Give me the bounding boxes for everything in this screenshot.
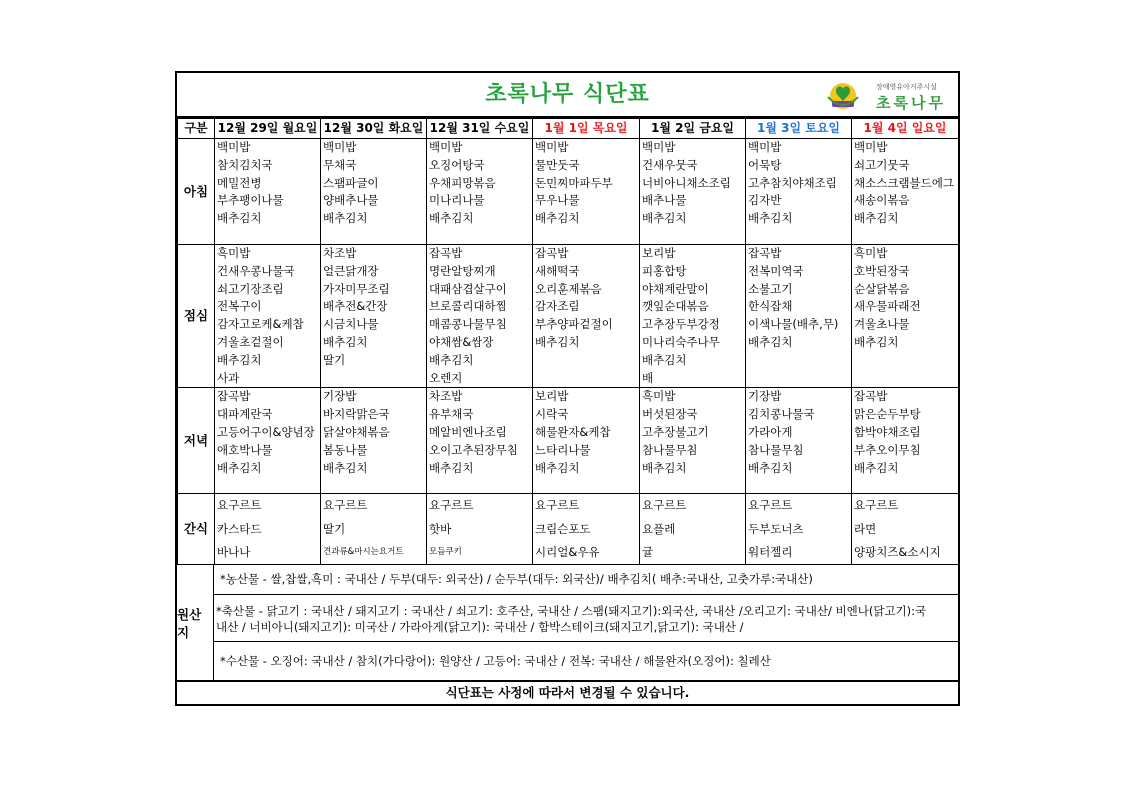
menu-cell: 보리밥 시락국 해물완자&케찹 느타리나물 배추김치: [533, 388, 640, 494]
day-header: 1월 3일 토요일: [746, 119, 852, 139]
snack-item: 라면: [854, 521, 877, 536]
snack-item: 카스타드: [217, 521, 262, 536]
menu-cell: 백미밥 오징어탕국 우채피망볶음 미나리나물 배추김치: [427, 139, 533, 245]
snack-item: 요구르트: [323, 498, 368, 513]
meal-label: 저녁: [178, 388, 215, 494]
menu-cell: 차조밥 얼큰닭개장 가자미무조림 배추전&간장 시금치나물 배추김치 딸기: [321, 245, 427, 388]
menu-cell: 기장밥 김치콩나물국 가라아게 참나물무침 배추김치: [746, 388, 852, 494]
menu-cell: 잡곡밥 명란알탕찌개 대패삼겹살구이 브로콜리대하찜 매콤콩나물무침 야채쌈&쌈장 배추김치 오렌지: [427, 245, 533, 388]
snack-item: 딸기: [323, 521, 346, 536]
footer-note: 식단표는 사정에 따라서 변경될 수 있습니다.: [445, 685, 690, 700]
menu-cell: 잡곡밥 맑은순두부탕 함박야채조림 부추오이무침 배추김치: [852, 388, 959, 494]
tree-emblem-icon: [826, 81, 860, 111]
snack-cell: [321, 494, 427, 565]
snack-row: [178, 494, 959, 565]
snack-item: 양팡치즈&소시지: [854, 544, 941, 559]
meal-label: 간식: [178, 494, 215, 565]
snack-item: 크림슨포도: [535, 521, 591, 536]
meal-label: 아침: [178, 139, 215, 245]
snack-item: 견과류&마시는요거트: [323, 546, 404, 557]
menu-cell: 백미밥 어묵탕 고추참치야채조림 김자반 배추김치: [746, 139, 852, 245]
origin-section: [177, 564, 958, 682]
snack-cell: [427, 494, 533, 565]
menu-table: [177, 118, 959, 565]
menu-cell: 흑미밥 버섯된장국 고추장불고기 참나물무침 배추김치: [640, 388, 746, 494]
origin-seafood: *수산물 - 오징어: 국내산 / 참치(가다랑어): 원양산 / 고등어: 국내산 / 전복: 국내산 / 해물완자(오징어): 칠레산: [220, 654, 771, 668]
snack-item: 귤: [642, 544, 654, 559]
menu-cell: 백미밥 무채국 스팸파글이 양배추나물 배추김치: [321, 139, 427, 245]
day-header: 1월 1일 목요일: [533, 119, 640, 139]
snack-item: 두부도너츠: [748, 521, 804, 536]
menu-cell: 흑미밥 건새우콩나물국 쇠고기장조림 전복구이 감자고로케&케찹 겨울초겉절이 배추김치 사과: [215, 245, 321, 388]
menu-cell: 잡곡밥 대파계란국 고등어구이&양념장 애호박나물 배추김치: [215, 388, 321, 494]
menu-cell: 보리밥 피홍합탕 야채계란말이 깻잎순대볶음 고추장두부강정 미나리숙주나무 배추김치 배: [640, 245, 746, 388]
snack-item: 핫바: [429, 521, 452, 536]
meal-label: 점심: [178, 245, 215, 388]
snack-item: 시리얼&우유: [535, 544, 600, 559]
snack-cell: [533, 494, 640, 565]
day-header: 12월 31일 수요일: [427, 119, 533, 139]
snack-cell: [640, 494, 746, 565]
day-header: 12월 30일 화요일: [321, 119, 427, 139]
menu-cell: 백미밥 건새우뭇국 너비아니채소조림 배추나물 배추김치: [640, 139, 746, 245]
logo-subtitle: 장애영유아거주시설: [876, 83, 937, 91]
snack-item: 요구르트: [535, 498, 580, 513]
page-title: 초록나무 식단표: [485, 82, 650, 107]
menu-cell: 차조밥 유부채국 메알비엔나조림 오이고추된장무침 배추김치: [427, 388, 533, 494]
menu-cell: 잡곡밥 전복미역국 소불고기 한식잡채 이색나물(배추,무) 배추김치: [746, 245, 852, 388]
snack-item: 요구르트: [748, 498, 793, 513]
dinner-row: [178, 388, 959, 494]
logo-name: 초록나무: [876, 94, 946, 112]
menu-sheet: [175, 71, 960, 706]
snack-item: 요플레: [642, 521, 676, 536]
snack-item: 워터젤리: [748, 544, 793, 559]
origin-farm: *농산물 - 쌀,찹쌀,흑미 : 국내산 / 두부(대두: 외국산) / 순두부(대두: 외국산)/ 배추김치( 배추:국내산, 고춧가루:국내산): [214, 565, 958, 595]
snack-cell: [215, 494, 321, 565]
menu-cell: 백미밥 참치김치국 메밀전병 부추팽이나물 배추김치: [215, 139, 321, 245]
menu-cell: 흑미밥 호박된장국 순살닭볶음 새우물파래전 겨울초나물 배추김치: [852, 245, 959, 388]
origin-label: 원산지: [177, 565, 214, 681]
day-header: 1월 4일 일요일: [852, 119, 959, 139]
header-label: 구분: [178, 119, 215, 139]
breakfast-row: [178, 139, 959, 245]
snack-item: 요구르트: [642, 498, 687, 513]
menu-cell: 기장밥 바지락맑은국 닭살야채볶음 봄동나물 배추김치: [321, 388, 427, 494]
day-header: 12월 29일 월요일: [215, 119, 321, 139]
lunch-row: [178, 245, 959, 388]
snack-item: 모듬쿠키: [429, 546, 462, 557]
logo: [826, 79, 952, 113]
menu-cell: 백미밥 물만둣국 돈민찌마파두부 무우나물 배추김치: [533, 139, 640, 245]
snack-cell: [746, 494, 852, 565]
snack-item: 요구르트: [217, 498, 262, 513]
snack-cell: [852, 494, 959, 565]
snack-item: 바나나: [217, 544, 251, 559]
day-header: 1월 2일 금요일: [640, 119, 746, 139]
title-row: [177, 73, 958, 118]
snack-item: 요구르트: [429, 498, 474, 513]
menu-cell: 백미밥 쇠고기뭇국 채소스크램블드에그 새송이볶음 배추김치: [852, 139, 959, 245]
snack-item: 요구르트: [854, 498, 899, 513]
menu-cell: 잡곡밥 새해떡국 오리훈제볶음 감자조림 부추양파겉절이 배추김치: [533, 245, 640, 388]
origin-livestock: *축산물 - 닭고기 : 국내산 / 돼지고기 : 국내산 / 쇠고기: 호주산, 국내산 / 스팸(돼지고기):외국산, 국내산 /오리고기: 국내산/ 비엔나(닭고기):국 내산 / 너비아니(돼지고기): 미국산 / 가라아게(닭고기): 국내산 / 함박스테이크(돼지고기,닭고기): 국내산 /: [214, 596, 958, 642]
header-row: [178, 119, 959, 139]
